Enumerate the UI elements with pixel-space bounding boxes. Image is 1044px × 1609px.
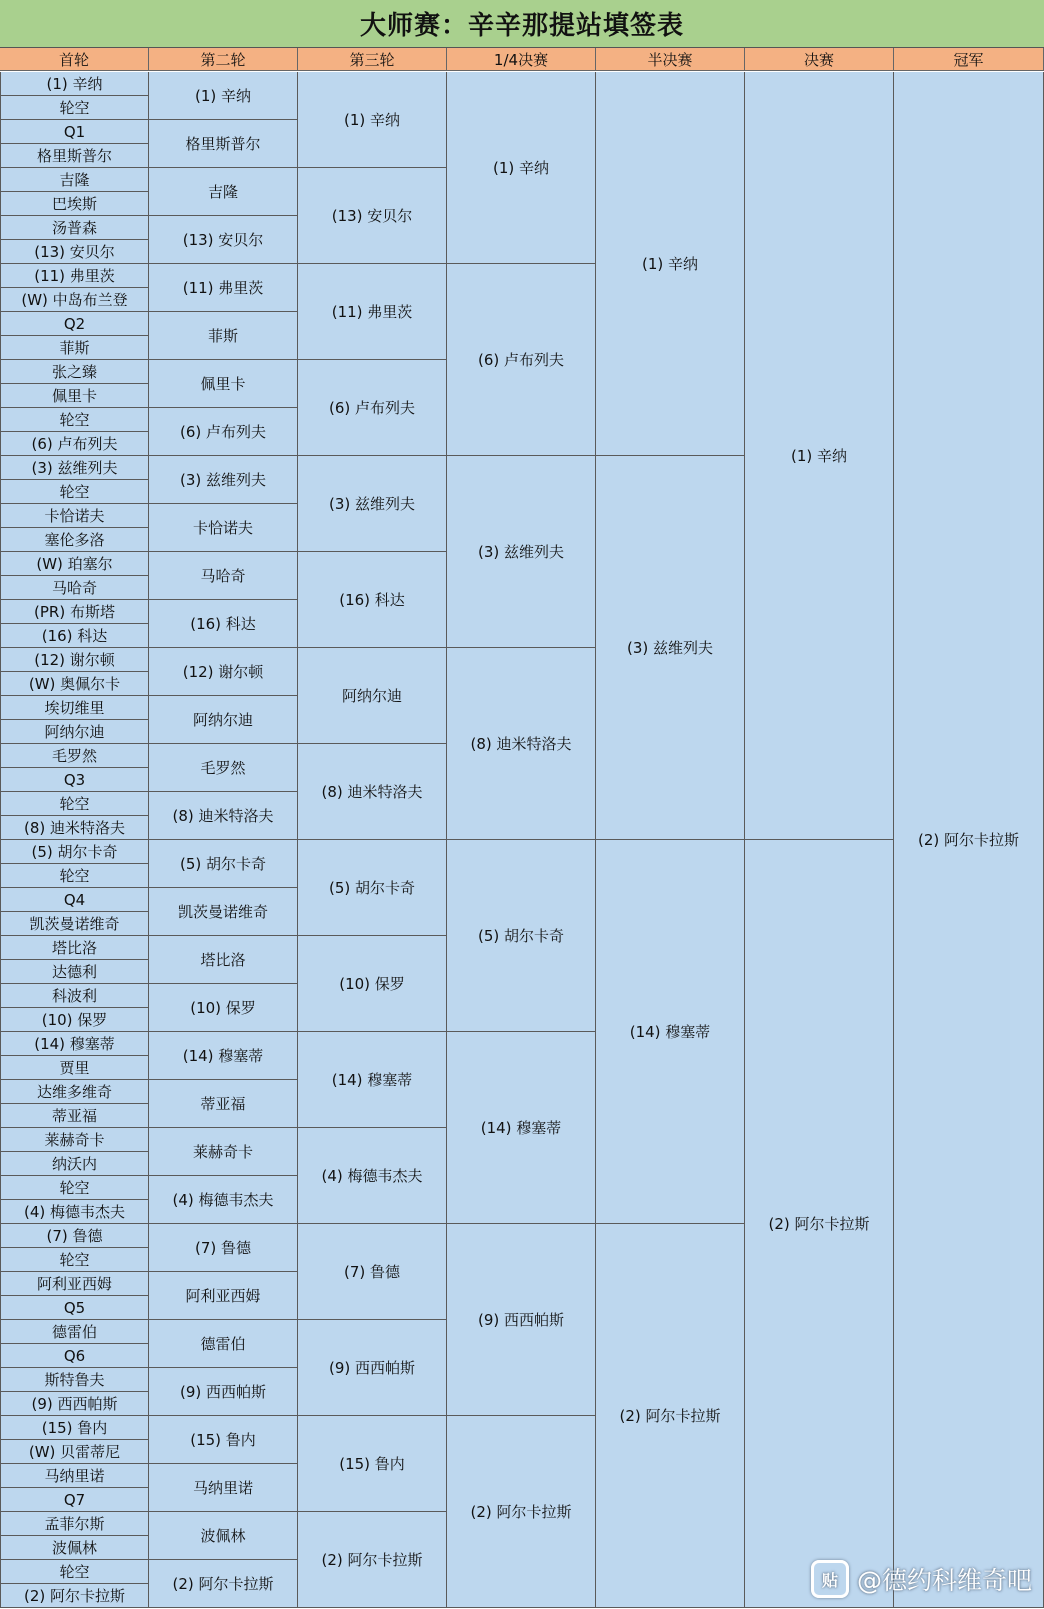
round-2-player: 卡恰诺夫 — [149, 504, 298, 552]
round-1-player: 菲斯 — [0, 336, 149, 360]
round-4-player: (14) 穆塞蒂 — [447, 1032, 596, 1224]
round-1-player: (7) 鲁德 — [0, 1224, 149, 1248]
column-header-4: 1/4决赛 — [447, 48, 596, 71]
round-3-player: (4) 梅德韦杰夫 — [298, 1128, 447, 1224]
round-2-player: 菲斯 — [149, 312, 298, 360]
round-2-player: 德雷伯 — [149, 1320, 298, 1368]
round-7-player: (2) 阿尔卡拉斯 — [894, 72, 1044, 1608]
round-3-player: (7) 鲁德 — [298, 1224, 447, 1320]
round-2-player: 莱赫奇卡 — [149, 1128, 298, 1176]
round-2-player: (4) 梅德韦杰夫 — [149, 1176, 298, 1224]
round-3-player: 阿纳尔迪 — [298, 648, 447, 744]
round-2-player: (15) 鲁内 — [149, 1416, 298, 1464]
round-1-player: (W) 中岛布兰登 — [0, 288, 149, 312]
round-2-player: (7) 鲁德 — [149, 1224, 298, 1272]
round-1-player: (2) 阿尔卡拉斯 — [0, 1584, 149, 1608]
round-1-player: (9) 西西帕斯 — [0, 1392, 149, 1416]
round-1-player: Q3 — [0, 768, 149, 792]
round-1-player: 巴埃斯 — [0, 192, 149, 216]
column-header-5: 半决赛 — [596, 48, 745, 71]
round-2-player: (3) 兹维列夫 — [149, 456, 298, 504]
round-1-player: 佩里卡 — [0, 384, 149, 408]
round-6-player: (2) 阿尔卡拉斯 — [745, 840, 894, 1608]
round-4-player: (2) 阿尔卡拉斯 — [447, 1416, 596, 1608]
round-1-player: 贾里 — [0, 1056, 149, 1080]
round-2-player: (13) 安贝尔 — [149, 216, 298, 264]
round-1-player: 塞伦多洛 — [0, 528, 149, 552]
round-1-player: 轮空 — [0, 1176, 149, 1200]
tieba-logo-icon: 贴 — [811, 1560, 849, 1598]
round-1-player: 埃切维里 — [0, 696, 149, 720]
watermark-text: @德约科维奇吧 — [856, 1566, 1032, 1595]
round-2-player: (16) 科达 — [149, 600, 298, 648]
column-header-3: 第三轮 — [298, 48, 447, 71]
round-1-player: Q1 — [0, 120, 149, 144]
column-header-1: 首轮 — [0, 48, 149, 71]
round-1-player: 卡恰诺夫 — [0, 504, 149, 528]
round-3-player: (8) 迪米特洛夫 — [298, 744, 447, 840]
round-2-player: (8) 迪米特洛夫 — [149, 792, 298, 840]
round-2-player: 毛罗然 — [149, 744, 298, 792]
round-1-player: 轮空 — [0, 864, 149, 888]
round-3-player: (5) 胡尔卡奇 — [298, 840, 447, 936]
round-2-player: 阿利亚西姆 — [149, 1272, 298, 1320]
round-3-player: (3) 兹维列夫 — [298, 456, 447, 552]
round-4-player: (5) 胡尔卡奇 — [447, 840, 596, 1032]
round-5-player: (2) 阿尔卡拉斯 — [596, 1224, 745, 1608]
round-1-player: 孟菲尔斯 — [0, 1512, 149, 1536]
round-2-player: 佩里卡 — [149, 360, 298, 408]
round-1-player: 波佩林 — [0, 1536, 149, 1560]
round-2-player: (1) 辛纳 — [149, 72, 298, 120]
round-1-player: 马纳里诺 — [0, 1464, 149, 1488]
round-2-player: 马哈奇 — [149, 552, 298, 600]
round-2-player: (2) 阿尔卡拉斯 — [149, 1560, 298, 1608]
round-3-player: (14) 穆塞蒂 — [298, 1032, 447, 1128]
round-1-player: Q7 — [0, 1488, 149, 1512]
round-1-player: 凯茨曼诺维奇 — [0, 912, 149, 936]
column-header-6: 决赛 — [745, 48, 894, 71]
round-1-player: (12) 谢尔顿 — [0, 648, 149, 672]
round-1-player: 莱赫奇卡 — [0, 1128, 149, 1152]
round-1-player: (W) 奥佩尔卡 — [0, 672, 149, 696]
round-2-player: 阿纳尔迪 — [149, 696, 298, 744]
round-1-player: 纳沃内 — [0, 1152, 149, 1176]
round-2-player: 格里斯普尔 — [149, 120, 298, 168]
round-1-player: 轮空 — [0, 408, 149, 432]
round-5-player: (1) 辛纳 — [596, 72, 745, 456]
round-1-player: Q5 — [0, 1296, 149, 1320]
round-2-player: (12) 谢尔顿 — [149, 648, 298, 696]
round-2-player: (6) 卢布列夫 — [149, 408, 298, 456]
round-1-player: 阿利亚西姆 — [0, 1272, 149, 1296]
round-1-player: Q2 — [0, 312, 149, 336]
round-4-player: (6) 卢布列夫 — [447, 264, 596, 456]
round-1-player: 塔比洛 — [0, 936, 149, 960]
round-1-player: 张之臻 — [0, 360, 149, 384]
round-5-player: (14) 穆塞蒂 — [596, 840, 745, 1224]
round-1-player: (11) 弗里茨 — [0, 264, 149, 288]
round-3-player: (16) 科达 — [298, 552, 447, 648]
round-2-player: 塔比洛 — [149, 936, 298, 984]
round-1-player: (14) 穆塞蒂 — [0, 1032, 149, 1056]
round-1-player: (15) 鲁内 — [0, 1416, 149, 1440]
round-1-player: (W) 贝雷蒂尼 — [0, 1440, 149, 1464]
round-3-player: (6) 卢布列夫 — [298, 360, 447, 456]
round-1-player: (PR) 布斯塔 — [0, 600, 149, 624]
round-2-player: 吉隆 — [149, 168, 298, 216]
round-1-player: (8) 迪米特洛夫 — [0, 816, 149, 840]
round-2-player: (5) 胡尔卡奇 — [149, 840, 298, 888]
round-1-player: 轮空 — [0, 792, 149, 816]
round-3-player: (9) 西西帕斯 — [298, 1320, 447, 1416]
round-3-player: (11) 弗里茨 — [298, 264, 447, 360]
round-4-player: (8) 迪米特洛夫 — [447, 648, 596, 840]
round-2-player: 马纳里诺 — [149, 1464, 298, 1512]
column-header-row — [0, 48, 1044, 72]
round-1-player: Q4 — [0, 888, 149, 912]
round-2-player: (11) 弗里茨 — [149, 264, 298, 312]
round-1-player: 德雷伯 — [0, 1320, 149, 1344]
round-3-player: (1) 辛纳 — [298, 72, 447, 168]
round-1-player: 轮空 — [0, 480, 149, 504]
round-1-player: (6) 卢布列夫 — [0, 432, 149, 456]
round-4-player: (3) 兹维列夫 — [447, 456, 596, 648]
round-1-player: (3) 兹维列夫 — [0, 456, 149, 480]
round-1-player: (16) 科达 — [0, 624, 149, 648]
round-6-player: (1) 辛纳 — [745, 72, 894, 840]
round-1-player: 毛罗然 — [0, 744, 149, 768]
round-4-player: (1) 辛纳 — [447, 72, 596, 264]
round-1-player: (1) 辛纳 — [0, 72, 149, 96]
round-4-player: (9) 西西帕斯 — [447, 1224, 596, 1416]
round-2-player: (10) 保罗 — [149, 984, 298, 1032]
round-2-player: 凯茨曼诺维奇 — [149, 888, 298, 936]
round-1-player: 汤普森 — [0, 216, 149, 240]
round-1-player: Q6 — [0, 1344, 149, 1368]
round-2-player: (14) 穆塞蒂 — [149, 1032, 298, 1080]
round-3-player: (15) 鲁内 — [298, 1416, 447, 1512]
column-header-7: 冠军 — [894, 48, 1044, 71]
round-1-player: 蒂亚福 — [0, 1104, 149, 1128]
bracket-grid — [0, 72, 1044, 1609]
round-1-player: (W) 珀塞尔 — [0, 552, 149, 576]
round-3-player: (2) 阿尔卡拉斯 — [298, 1512, 447, 1608]
round-1-player: (10) 保罗 — [0, 1008, 149, 1032]
round-2-player: 波佩林 — [149, 1512, 298, 1560]
round-1-player: 斯特鲁夫 — [0, 1368, 149, 1392]
round-1-player: (13) 安贝尔 — [0, 240, 149, 264]
watermark — [811, 1559, 1032, 1599]
column-header-2: 第二轮 — [149, 48, 298, 71]
round-1-player: 达德利 — [0, 960, 149, 984]
round-1-player: 轮空 — [0, 1560, 149, 1584]
round-1-player: 马哈奇 — [0, 576, 149, 600]
round-1-player: 达维多维奇 — [0, 1080, 149, 1104]
round-2-player: (9) 西西帕斯 — [149, 1368, 298, 1416]
round-1-player: 吉隆 — [0, 168, 149, 192]
round-3-player: (13) 安贝尔 — [298, 168, 447, 264]
round-1-player: (4) 梅德韦杰夫 — [0, 1200, 149, 1224]
round-1-player: 阿纳尔迪 — [0, 720, 149, 744]
round-5-player: (3) 兹维列夫 — [596, 456, 745, 840]
page-title: 大师赛：辛辛那提站填签表 — [0, 0, 1044, 48]
round-1-player: 轮空 — [0, 1248, 149, 1272]
round-2-player: 蒂亚福 — [149, 1080, 298, 1128]
round-1-player: (5) 胡尔卡奇 — [0, 840, 149, 864]
round-3-player: (10) 保罗 — [298, 936, 447, 1032]
round-1-player: 格里斯普尔 — [0, 144, 149, 168]
round-1-player: 轮空 — [0, 96, 149, 120]
round-1-player: 科波利 — [0, 984, 149, 1008]
